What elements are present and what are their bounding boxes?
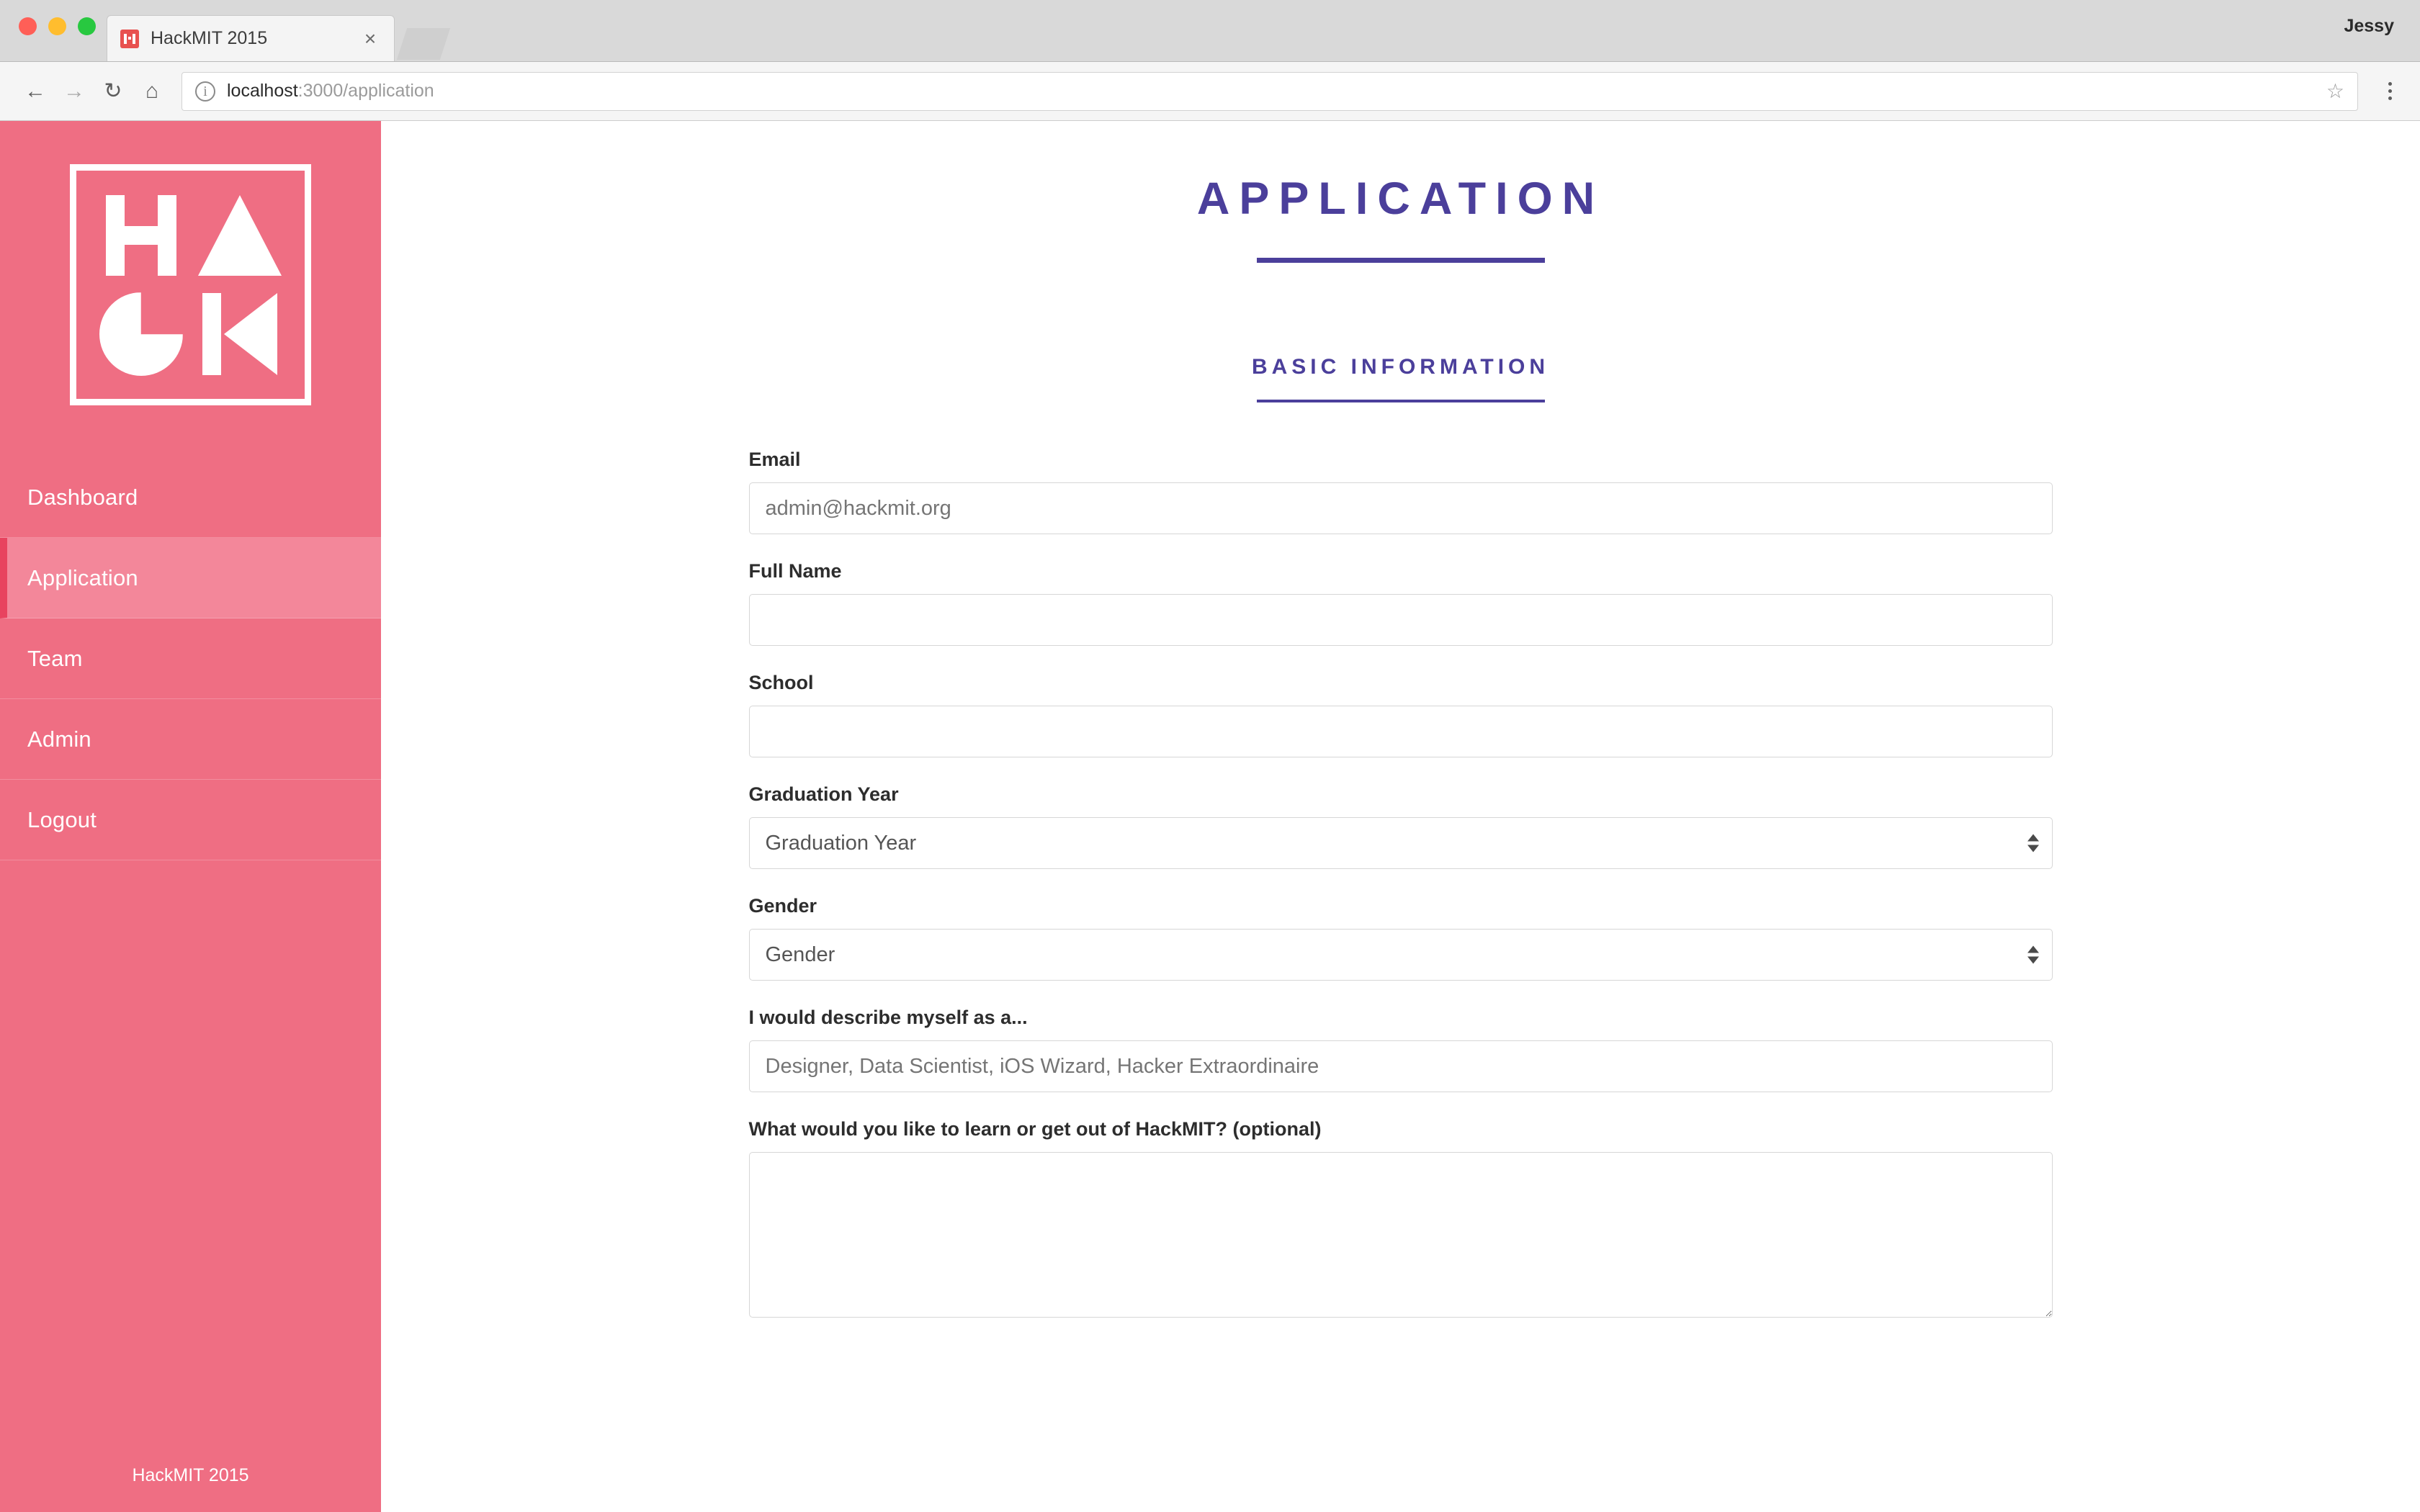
field-label-full-name: Full Name [748, 560, 842, 582]
field-label-self-description: I would describe myself as a... [748, 1007, 1028, 1028]
new-tab-button[interactable] [397, 28, 450, 60]
browser-titlebar [0, 0, 2420, 62]
section-title: BASIC INFORMATION [1251, 355, 1550, 379]
minimize-window-button[interactable] [48, 17, 66, 35]
hackmit-logo-icon [70, 164, 311, 405]
self-description-input[interactable] [749, 1040, 2053, 1092]
bookmark-star-icon[interactable]: ☆ [2326, 80, 2344, 102]
field-school [749, 672, 2053, 757]
window-controls[interactable] [19, 17, 96, 35]
browser-profile-name[interactable]: Jessy [2344, 16, 2394, 36]
logo-letter-c [95, 289, 187, 381]
site-info-icon[interactable]: i [195, 81, 215, 102]
field-learn-goals [749, 1118, 2053, 1318]
full-name-input[interactable] [749, 594, 2053, 646]
sidebar-nav [0, 457, 381, 860]
browser-toolbar [0, 62, 2420, 121]
home-icon[interactable]: ⌂ [145, 78, 159, 103]
back-icon[interactable]: ← [24, 78, 46, 103]
email-input[interactable] [749, 482, 2053, 534]
section-divider [1257, 400, 1545, 402]
sidebar-item-dashboard[interactable]: Dashboard [0, 457, 381, 538]
close-tab-icon[interactable]: × [364, 27, 377, 50]
gender-select[interactable] [749, 929, 2053, 981]
field-label-graduation-year: Graduation Year [748, 783, 899, 805]
school-input[interactable] [749, 706, 2053, 757]
main-content [381, 121, 2420, 1512]
sidebar-footer: HackMIT 2015 [132, 1465, 249, 1485]
browser-tab[interactable] [107, 15, 395, 61]
application-form [749, 449, 2053, 1318]
sidebar-item-admin[interactable]: Admin [0, 699, 381, 780]
field-label-learn-goals: What would you like to learn or get out of HackMIT? (optional) [748, 1118, 1322, 1140]
url-text [227, 81, 2326, 102]
url-path: :3000/application [297, 81, 434, 101]
logo-letter-h [95, 189, 187, 282]
field-label-email: Email [748, 449, 801, 470]
logo-letter-a [194, 189, 287, 282]
graduation-year-value: Graduation Year [765, 831, 917, 855]
field-gender [749, 895, 2053, 981]
field-full-name [749, 560, 2053, 646]
field-label-gender: Gender [748, 895, 817, 917]
tab-strip [107, 0, 445, 61]
learn-goals-textarea[interactable] [749, 1152, 2053, 1318]
logo-letter-k [194, 289, 287, 381]
tab-title: HackMIT 2015 [151, 28, 268, 48]
gender-value: Gender [765, 942, 835, 966]
favicon-icon [120, 30, 139, 48]
sidebar-item-logout[interactable]: Logout [0, 780, 381, 860]
chevron-updown-icon[interactable] [2027, 946, 2039, 964]
sidebar [0, 121, 381, 1512]
reload-icon[interactable]: ↻ [104, 79, 122, 103]
field-self-description [749, 1007, 2053, 1092]
maximize-window-button[interactable] [78, 17, 96, 35]
sidebar-item-team[interactable]: Team [0, 618, 381, 699]
chevron-updown-icon[interactable] [2027, 834, 2039, 852]
page-viewport [0, 121, 2420, 1512]
field-email [749, 449, 2053, 534]
field-graduation-year [749, 783, 2053, 869]
title-divider [1257, 258, 1545, 263]
graduation-year-select[interactable] [749, 817, 2053, 869]
field-label-school: School [748, 672, 814, 693]
forward-icon[interactable]: → [63, 78, 85, 103]
page-title: APPLICATION [1196, 174, 1605, 224]
sidebar-item-application[interactable]: Application [0, 538, 381, 618]
address-bar[interactable] [182, 72, 2358, 111]
browser-menu-icon[interactable] [2375, 82, 2404, 100]
url-host: localhost [227, 81, 298, 101]
close-window-button[interactable] [19, 17, 37, 35]
